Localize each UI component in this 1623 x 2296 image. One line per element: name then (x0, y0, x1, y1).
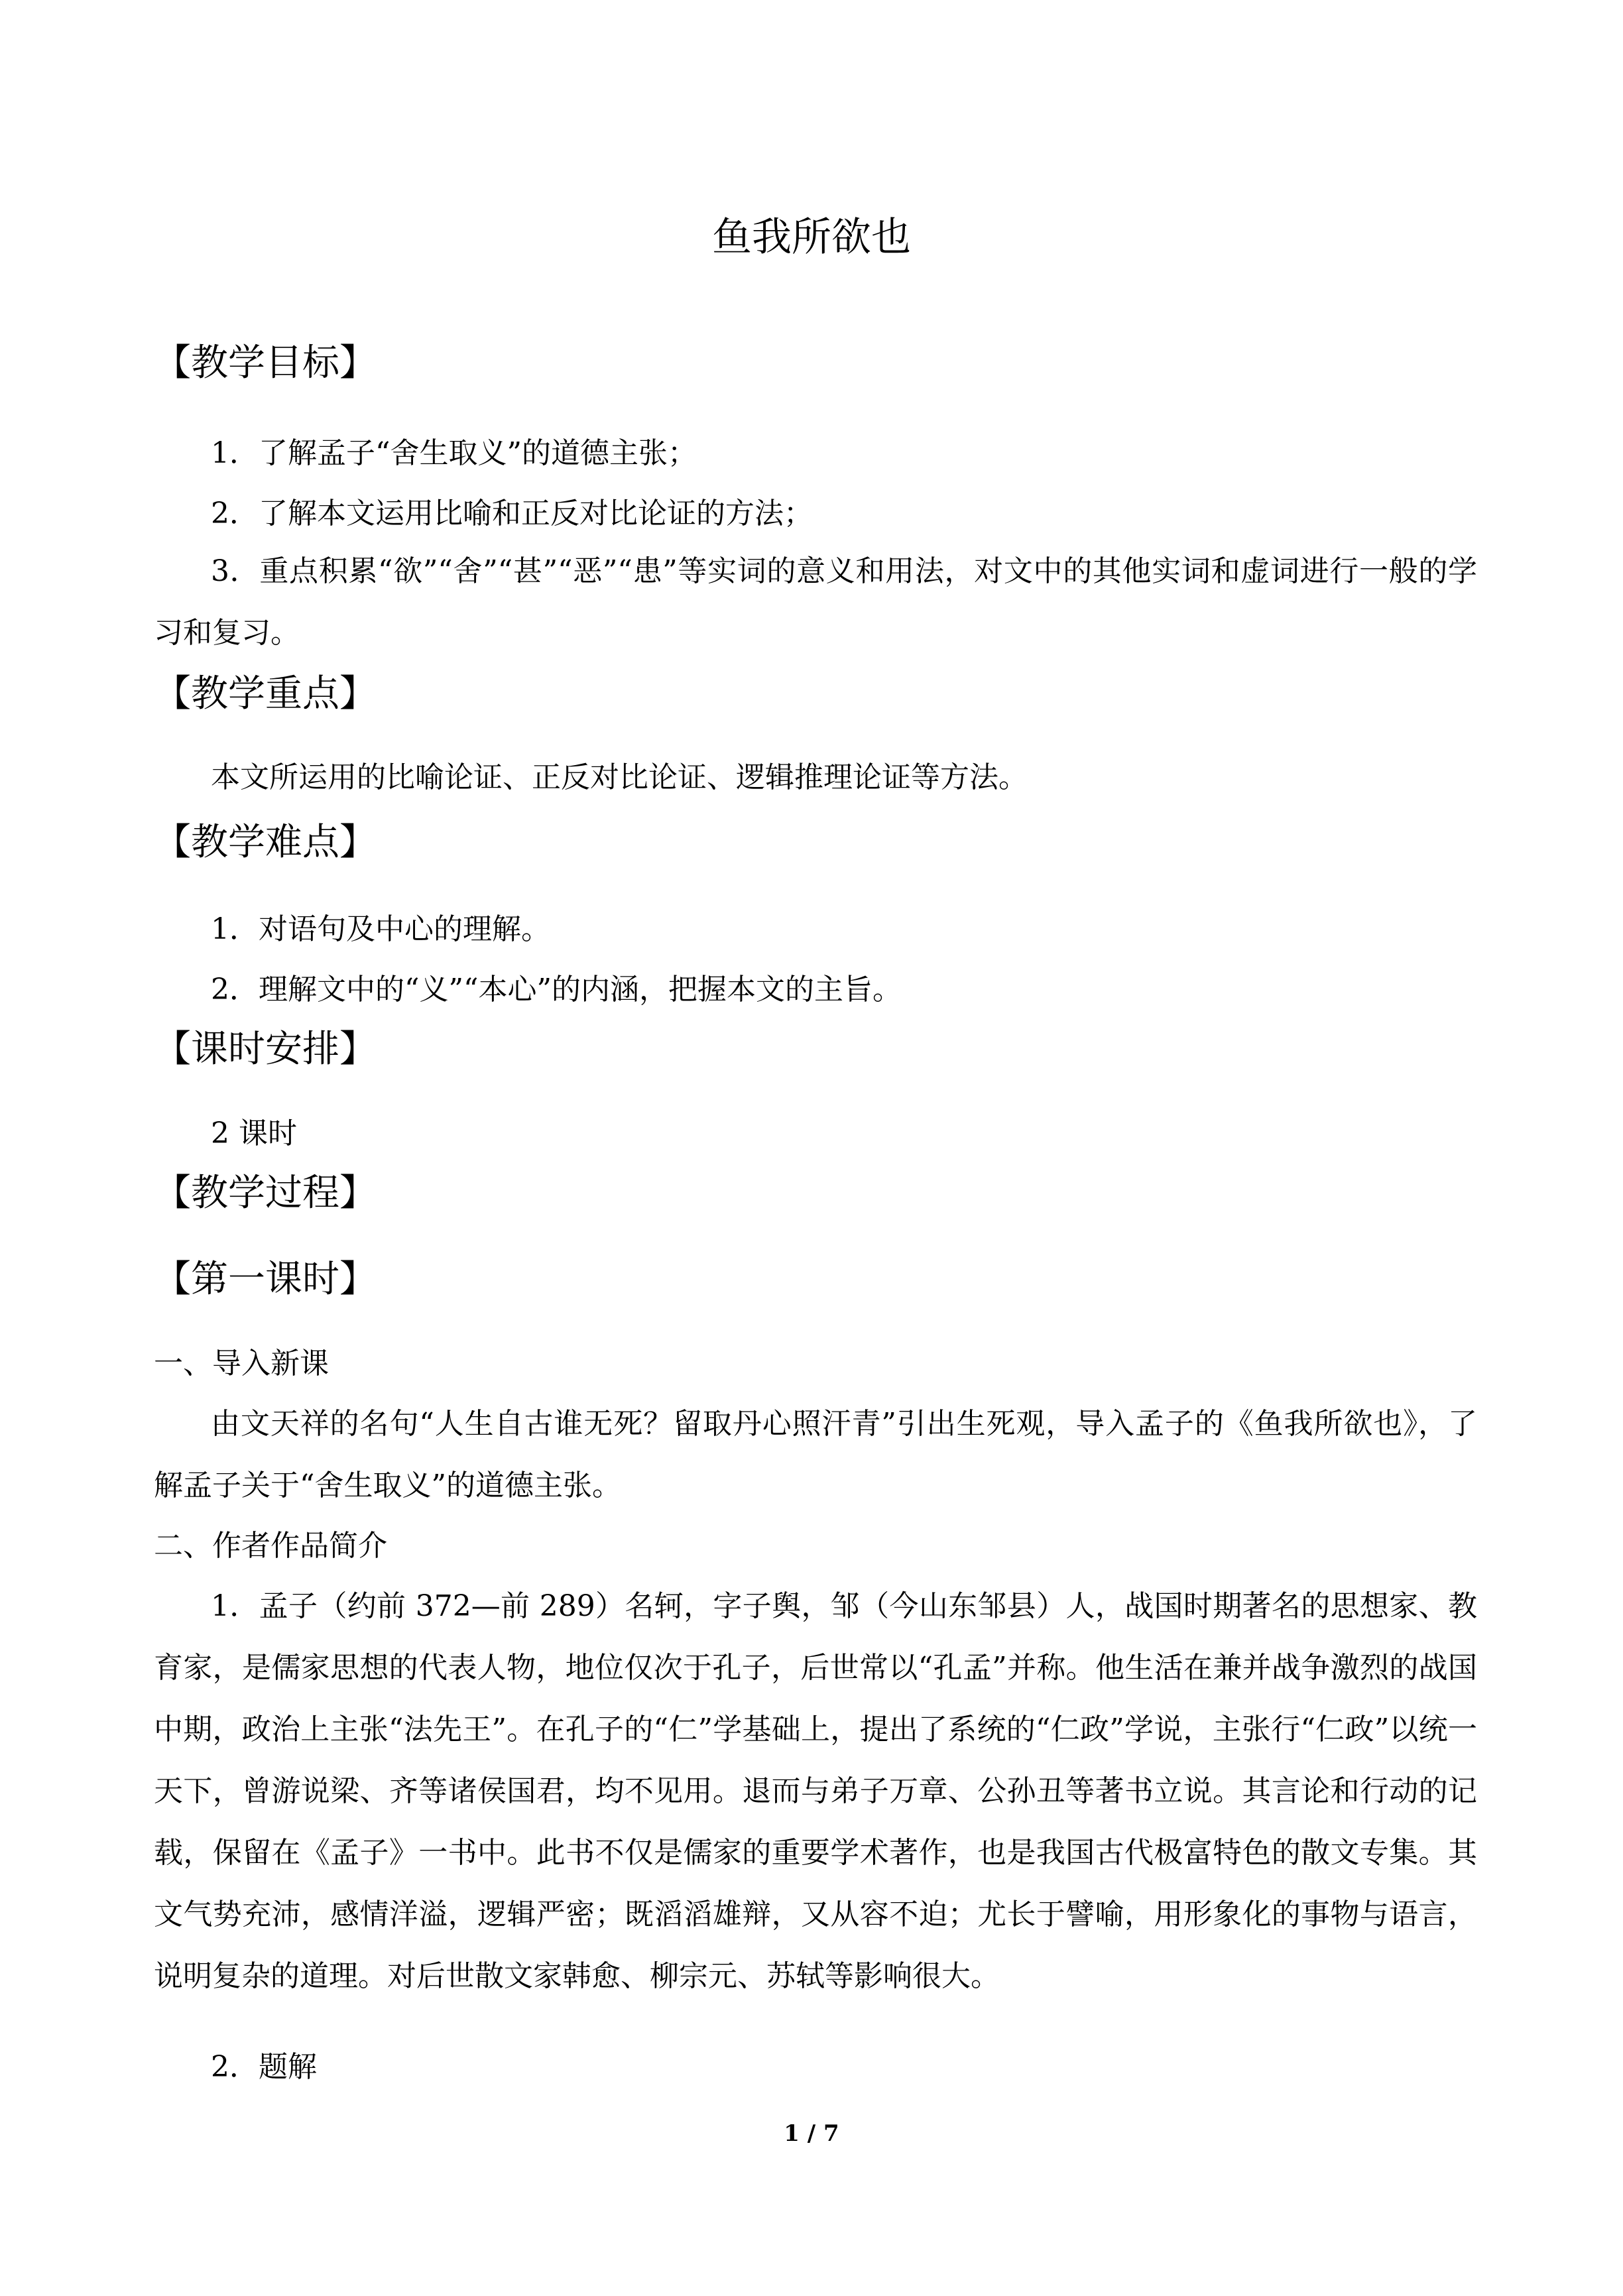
section-1-title: 一、导入新课 (154, 1347, 329, 1380)
heading-key-points: 【教学重点】 (154, 672, 377, 715)
key-points-text: 本文所运用的比喻论证、正反对比论证、逻辑推理论证等方法。 (211, 760, 1028, 794)
section-2-item-2: 2．题解 (211, 2050, 317, 2084)
heading-schedule: 【课时安排】 (154, 1028, 377, 1071)
section-2-title: 二、作者作品简介 (154, 1529, 387, 1563)
schedule-text: 2 课时 (211, 1117, 297, 1150)
page-title: 鱼我所欲也 (712, 214, 911, 261)
heading-process: 【教学过程】 (154, 1172, 377, 1215)
objective-item-1: 1．了解孟子“舍生取义”的道德主张； (211, 436, 697, 470)
section-2-text: 1．孟子（约前 372—前 289）名轲，字子舆，邹（今山东邹县）人，战国时期著名的思想家、教育家，是儒家思想的代表人物，地位仅次于孔子，后世常以“孔孟”并称。他生活在兼并战争激烈的战国中期，政治上主张“法先王”。在孔子的“仁”学基础上，提出了系统的“仁政”学说，主张行“仁政”以统一天下，曾游说梁、齐等诸侯国君，均不见用。退而与弟子万章、公孙丑等著书立说。其言论和行动的记载，保留在《孟子》一书中。此书不仅是儒家的重要学术著作，也是我国古代极富特色的散文专集。其文气势充沛，感情洋溢，逻辑严密；既滔滔雄辩，又从容不迫；尤长于譬喻，用形象化的事物与语言，说明复杂的道理。对后世散文家韩愈、柳宗元、苏轼等影响很大。 (154, 1589, 1477, 1993)
heading-objectives: 【教学目标】 (154, 341, 377, 385)
difficulty-item-1: 1．对语句及中心的理解。 (211, 912, 550, 946)
heading-lesson-1: 【第一课时】 (154, 1258, 377, 1301)
objective-item-2: 2．了解本文运用比喻和正反对比论证的方法； (211, 497, 813, 530)
page-number: 1 / 7 (784, 2120, 839, 2147)
section-1-text: 由文天祥的名句“人生自古谁无死？留取丹心照汗青”引出生死观，导入孟子的《鱼我所欲也》，了解孟子关于“舍生取义”的道德主张。 (154, 1407, 1477, 1502)
objective-item-3: 3．重点积累“欲”“舍”“甚”“恶”“患”等实词的意义和用法，对文中的其他实词和虚词进行一般的学习和复习。 (154, 554, 1477, 650)
heading-difficulties: 【教学难点】 (154, 821, 377, 864)
difficulty-item-2: 2．理解文中的“义”“本心”的内涵，把握本文的主旨。 (211, 973, 902, 1006)
